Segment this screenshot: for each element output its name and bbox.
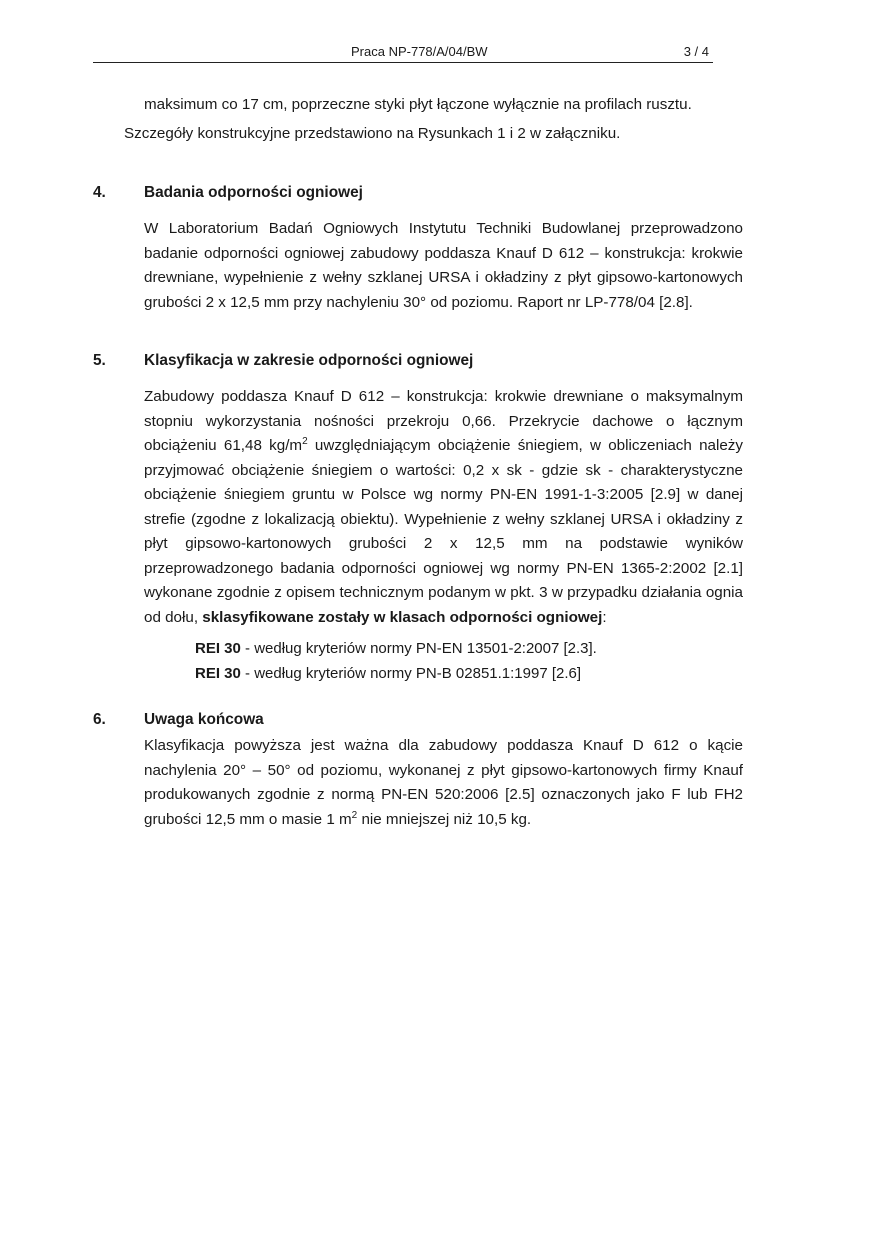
classification-item — [195, 661, 743, 686]
document-content — [93, 92, 743, 832]
section-title: Uwaga końcowa — [144, 711, 264, 728]
intro-note: Szczegóły konstrukcyjne przedstawiono na Rysunkach 1 i 2 w załączniku. — [124, 125, 621, 142]
section-body — [144, 385, 743, 630]
classification-item — [195, 636, 743, 661]
classification-label: REI 30 — [195, 640, 241, 657]
body-text: Klasyfikacja powyższa jest ważna dla zabudowy poddasza Knauf D 612 o kącie nachylenia 20° – 50° od poziomu, wykonanej z płyt gipsowo-kartonowych firmy Knauf produkowanych zgodnie z normą PN-EN 520:2006 [2.5] oznaczonych jako F lub FH2 grubości 12,5 mm o masie 1 m — [144, 737, 743, 828]
page-number: 3 / 4 — [683, 44, 709, 59]
body-text: Zabudowy poddasza Knauf D 612 – konstrukcja: krokwie drewniane o maksymalnym stopniu wykorzystania nośności przekroju 0,66. Przekrycie dachowe o łącznym obciążeniu 61,48 kg/m — [144, 388, 743, 454]
page-header — [93, 40, 713, 63]
section-number: 4. — [93, 184, 106, 201]
classification-list — [195, 636, 743, 686]
body-text: : — [602, 608, 607, 626]
section-5 — [93, 349, 743, 686]
body-emphasis: sklasyfikowane zostały w klasach odporności ogniowej — [202, 608, 603, 626]
body-text: uwzględniającym obciążenie śniegiem, w obliczeniach należy przyjmować obciążenie śniegiem o wartości: 0,2 x sk - gdzie sk - charakterystyczne obciążenie śniegiem gruntu w Polsce wg normy PN-EN 1991-1-3:2005 [2.9] w danej strefie (zgodne z lokalizacją obiektu). Wypełnienie z wełny szklanej URSA i okładziny z płyt gipsowo-kartonowych grubości 2 x 12,5 mm na podstawie wyników przeprowadzonego badania odporności ogniowej wg normy PN-EN 1365-2:2002 [2.1] wykonane zgodnie z opisem technicznym podanym w pkt. 3 w przypadku działania ognia od dołu, — [144, 437, 743, 626]
section-number: 5. — [93, 352, 106, 369]
classification-label: REI 30 — [195, 665, 241, 682]
section-title: Klasyfikacja w zakresie odporności ogniowej — [144, 352, 474, 369]
section-heading — [93, 349, 743, 373]
section-body: W Laboratorium Badań Ogniowych Instytutu Techniki Budowlanej przeprowadzono badanie odporności ogniowej zabudowy poddasza Knauf D 612 – konstrukcja: krokwie drewniane, wypełnienie z wełny szklanej URSA i okładziny z płyt gipsowo-kartonowych grubości 2 x 12,5 mm przy nachyleniu 30° od poziomu. Raport nr LP-778/04 [2.8]. — [144, 220, 743, 311]
section-heading — [93, 708, 743, 732]
section-4 — [93, 181, 743, 315]
superscript: 2 — [302, 435, 308, 447]
superscript: 2 — [351, 809, 358, 821]
intro-continuation: maksimum co 17 cm, poprzeczne styki płyt łączone wyłącznie na profilach rusztu. — [144, 96, 692, 113]
section-title: Badania odporności ogniowej — [144, 184, 363, 201]
section-body — [144, 734, 743, 832]
classification-text: - według kryteriów normy PN-EN 13501-2:2007 [2.3]. — [240, 640, 597, 657]
section-number: 6. — [93, 711, 106, 728]
section-heading — [93, 181, 743, 205]
section-6 — [93, 708, 743, 832]
classification-text: - według kryteriów normy PN-B 02851.1:1997 [2.6] — [240, 665, 582, 682]
document-code: Praca NP-778/A/04/BW — [351, 44, 488, 59]
body-text: nie mniejszej niż 10,5 kg. — [357, 810, 532, 828]
